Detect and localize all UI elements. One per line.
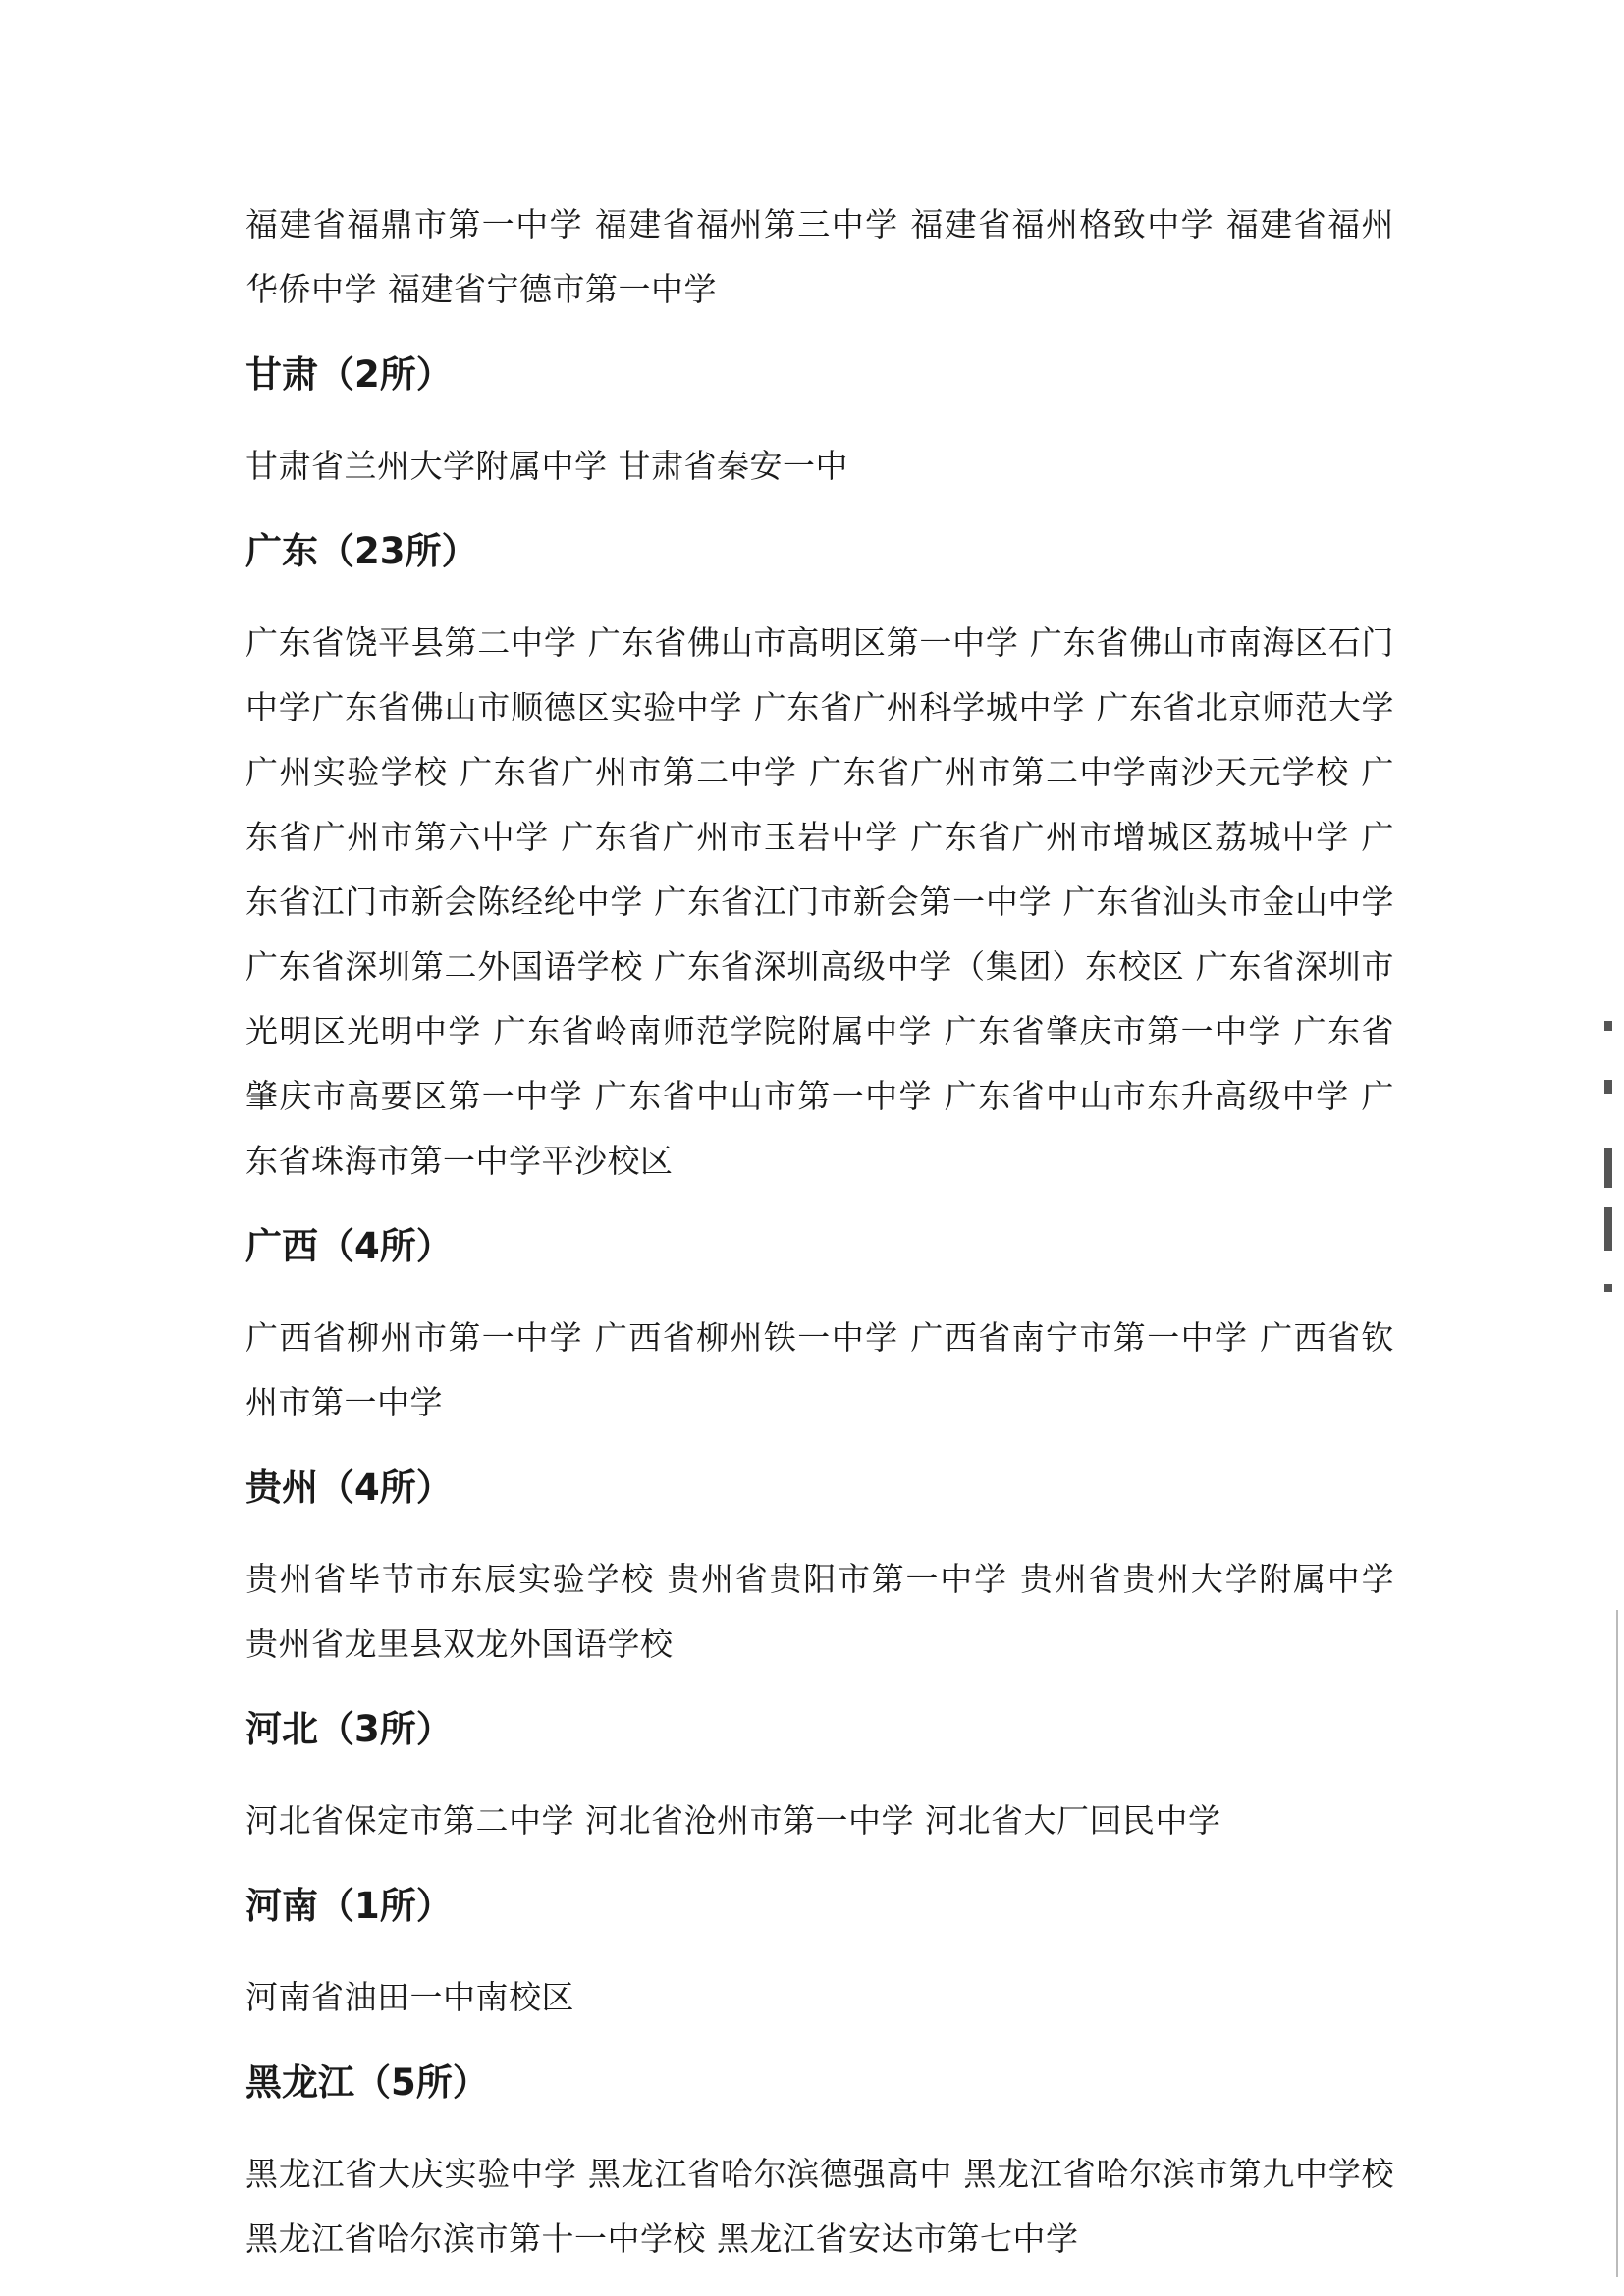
section-heading: 河南（1所）: [245, 1885, 453, 1927]
section-hebei: [245, 1702, 1394, 1853]
section-text: 贵州省毕节市东辰实验学校 贵州省贵阳市第一中学 贵州省贵州大学附属中学 贵州省龙里县双龙外国语学校: [245, 1560, 1394, 1663]
section-text: 广西省柳州市第一中学 广西省柳州铁一中学 广西省南宁市第一中学 广西省钦州市第一中学: [245, 1318, 1394, 1421]
intro-paragraph: 福建省福鼎市第一中学 福建省福州第三中学 福建省福州格致中学 福建省福州华侨中学 福建省宁德市第一中学: [245, 205, 1394, 308]
section-guizhou: [245, 1461, 1394, 1677]
section-heading: 黑龙江（5所）: [245, 2061, 489, 2104]
section-text: 河南省油田一中南校区: [245, 1978, 574, 2016]
document-page: [245, 192, 1394, 2271]
section-heading: 广东（23所）: [245, 530, 478, 572]
section-heading: 甘肃（2所）: [245, 353, 453, 396]
section-heading: 广西（4所）: [245, 1225, 453, 1267]
section-text: 甘肃省兰州大学附属中学 甘肃省秦安一中: [245, 447, 848, 485]
section-guangdong: [245, 524, 1394, 1194]
section-heading: 贵州（4所）: [245, 1467, 453, 1509]
section-henan: [245, 1879, 1394, 2030]
section-text: 河北省保定市第二中学 河北省沧州市第一中学 河北省大厂回民中学: [245, 1801, 1221, 1840]
section-guangxi: [245, 1219, 1394, 1435]
section-heilongjiang: [245, 2056, 1394, 2271]
section-heading: 河北（3所）: [245, 1708, 453, 1750]
page-edge-shadow: [1616, 1610, 1618, 2277]
section-text: 黑龙江省大庆实验中学 黑龙江省哈尔滨德强高中 黑龙江省哈尔滨市第九中学校 黑龙江省哈尔滨市第十一中学校 黑龙江省安达市第七中学: [245, 2155, 1394, 2258]
section-gansu: [245, 347, 1394, 499]
section-text: 广东省饶平县第二中学 广东省佛山市高明区第一中学 广东省佛山市南海区石门中学广东省佛山市顺德区实验中学 广东省广州科学城中学 广东省北京师范大学广州实验学校 广东省广州市第二中学 广东省广州市第二中学南沙天元学校 广东省广州市第六中学 广东省广州市玉岩中学 广东省广州市增城区荔城中学 广东省江门市新会陈经纶中学 广东省江门市新会第一中学 广东省汕头市金山中学 广东省深圳第二外国语学校 广东省深圳高级中学（集团）东校区 广东省深圳市光明区光明中学 广东省岭南师范学院附属中学 广东省肇庆市第一中学 广东省肇庆市高要区第一中学 广东省中山市第一中学 广东省中山市东升高级中学 广东省珠海市第一中学平沙校区: [245, 623, 1394, 1180]
binding-scan-mark: [1602, 1021, 1614, 1315]
